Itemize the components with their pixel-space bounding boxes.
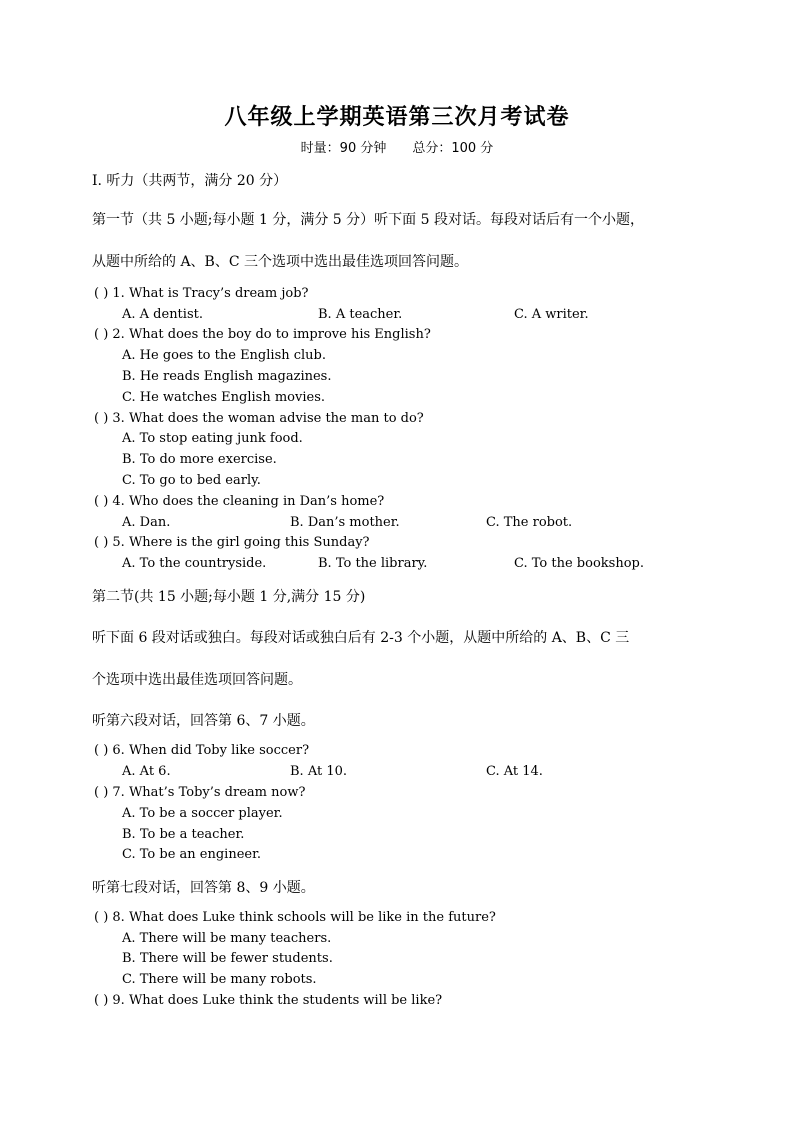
option-c: C. To be an engineer.: [122, 847, 261, 862]
option-c: C. A writer.: [514, 307, 589, 322]
option-b: B. To do more exercise.: [122, 452, 277, 467]
dialog-instruction: 听第七段对话，回答第 8、9 小题。: [92, 880, 315, 896]
option-b: B. To the library.: [318, 556, 428, 571]
option-b: B. He reads English magazines.: [122, 369, 332, 384]
question-stem: ( ) 4. Who does the cleaning in Dan’s home?: [94, 494, 385, 509]
option-a: A. Dan.: [122, 515, 171, 530]
question-stem: ( ) 8. What does Luke think schools will be like in the future?: [94, 910, 496, 925]
dialog-instruction: 听第六段对话，回答第 6、7 小题。: [92, 713, 315, 729]
part2-heading: 第二节(共 15 小题;每小题 1 分,满分 15 分): [92, 589, 366, 605]
option-b: B. There will be fewer students.: [122, 951, 333, 966]
option-c: C. There will be many robots.: [122, 972, 317, 987]
option-a: A. There will be many teachers.: [122, 931, 332, 946]
option-c: C. To go to bed early.: [122, 473, 261, 488]
option-c: C. The robot.: [486, 515, 573, 530]
option-c: C. To the bookshop.: [514, 556, 644, 571]
option-a: A. To the countryside.: [122, 556, 267, 571]
question-stem: ( ) 6. When did Toby like soccer?: [94, 743, 310, 758]
question-stem: ( ) 7. What’s Toby’s dream now?: [94, 785, 306, 800]
option-a: A. To stop eating junk food.: [122, 431, 303, 446]
option-a: A. At 6.: [122, 764, 171, 779]
option-a: A. He goes to the English club.: [122, 348, 327, 363]
question-stem: ( ) 1. What is Tracy’s dream job?: [94, 286, 309, 301]
option-a: A. To be a soccer player.: [122, 806, 283, 821]
section-heading: I. 听力（共两节，满分 20 分）: [92, 173, 288, 189]
part2-instructions-line2: 个选项中选出最佳选项回答问题。: [92, 672, 302, 688]
option-a: A. A dentist.: [122, 307, 203, 322]
question-stem: ( ) 2. What does the boy do to improve his English?: [94, 327, 431, 342]
part1-instructions-line1: 第一节（共 5 小题;每小题 1 分，满分 5 分）听下面 5 段对话。每段对话后有一个小题，: [92, 212, 644, 228]
exam-info: [0, 137, 794, 156]
option-b: B. At 10.: [290, 764, 348, 779]
option-b: B. To be a teacher.: [122, 827, 245, 842]
option-b: B. Dan’s mother.: [290, 515, 400, 530]
time-limit: 时量：90 分钟: [300, 141, 387, 156]
part1-instructions-line2: 从题中所给的 A、B、C 三个选项中选出最佳选项回答问题。: [92, 254, 469, 270]
page-title: 八年级上学期英语第三次月考试卷: [224, 105, 570, 130]
option-c: C. At 14.: [486, 764, 543, 779]
option-c: C. He watches English movies.: [122, 390, 325, 405]
part2-instructions-line1: 听下面 6 段对话或独白。每段对话或独白后有 2-3 个小题，从题中所给的 A、B、C 三: [92, 630, 630, 646]
question-stem: ( ) 5. Where is the girl going this Sunday?: [94, 535, 370, 550]
option-b: B. A teacher.: [318, 307, 403, 322]
question-stem: ( ) 9. What does Luke think the students will be like?: [94, 993, 443, 1008]
question-stem: ( ) 3. What does the woman advise the man to do?: [94, 411, 424, 426]
total-score: 总分：100 分: [412, 141, 494, 156]
